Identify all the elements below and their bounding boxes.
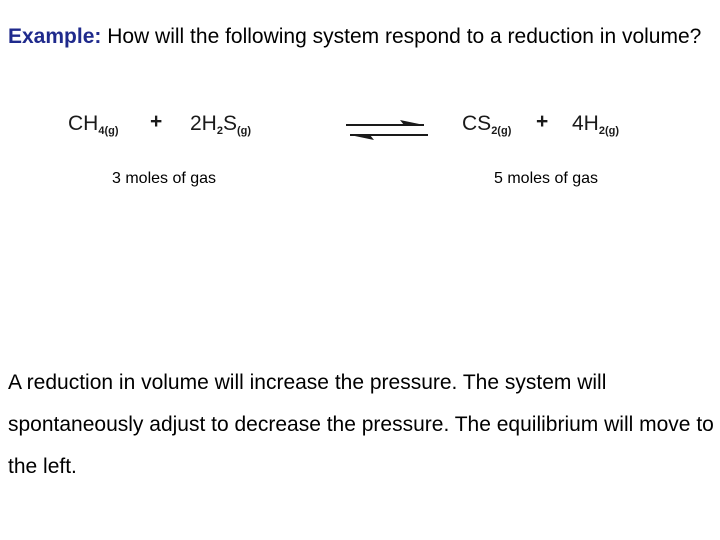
product-hydrogen: $4H_{2(g)}$ — [572, 112, 620, 137]
plus-sign-products: + — [536, 110, 549, 133]
reactant-methane: $CH_{4(g)}$ — [68, 112, 119, 137]
reactant-hydrogen-sulfide: $2H_2S_{(g)}$ — [190, 112, 252, 137]
example-label: Example: — [8, 25, 102, 48]
question-text — [8, 16, 714, 58]
plus-sign-reactants: + — [150, 110, 163, 133]
question-body: How will the following system respond to a reduction in volume? — [101, 25, 702, 48]
chemical-equation — [0, 108, 720, 152]
reactant-moles-caption: 3 moles of gas — [112, 170, 217, 187]
answer-text: A reduction in volume will increase the pressure. The system will spontaneously adjust to decrease the pressure. The equilibrium will move to the left. — [8, 371, 714, 478]
product-carbon-disulfide: $CS_{2(g)}$ — [462, 112, 512, 137]
equilibrium-arrows-icon — [344, 114, 430, 146]
product-moles-caption: 5 moles of gas — [494, 170, 599, 187]
